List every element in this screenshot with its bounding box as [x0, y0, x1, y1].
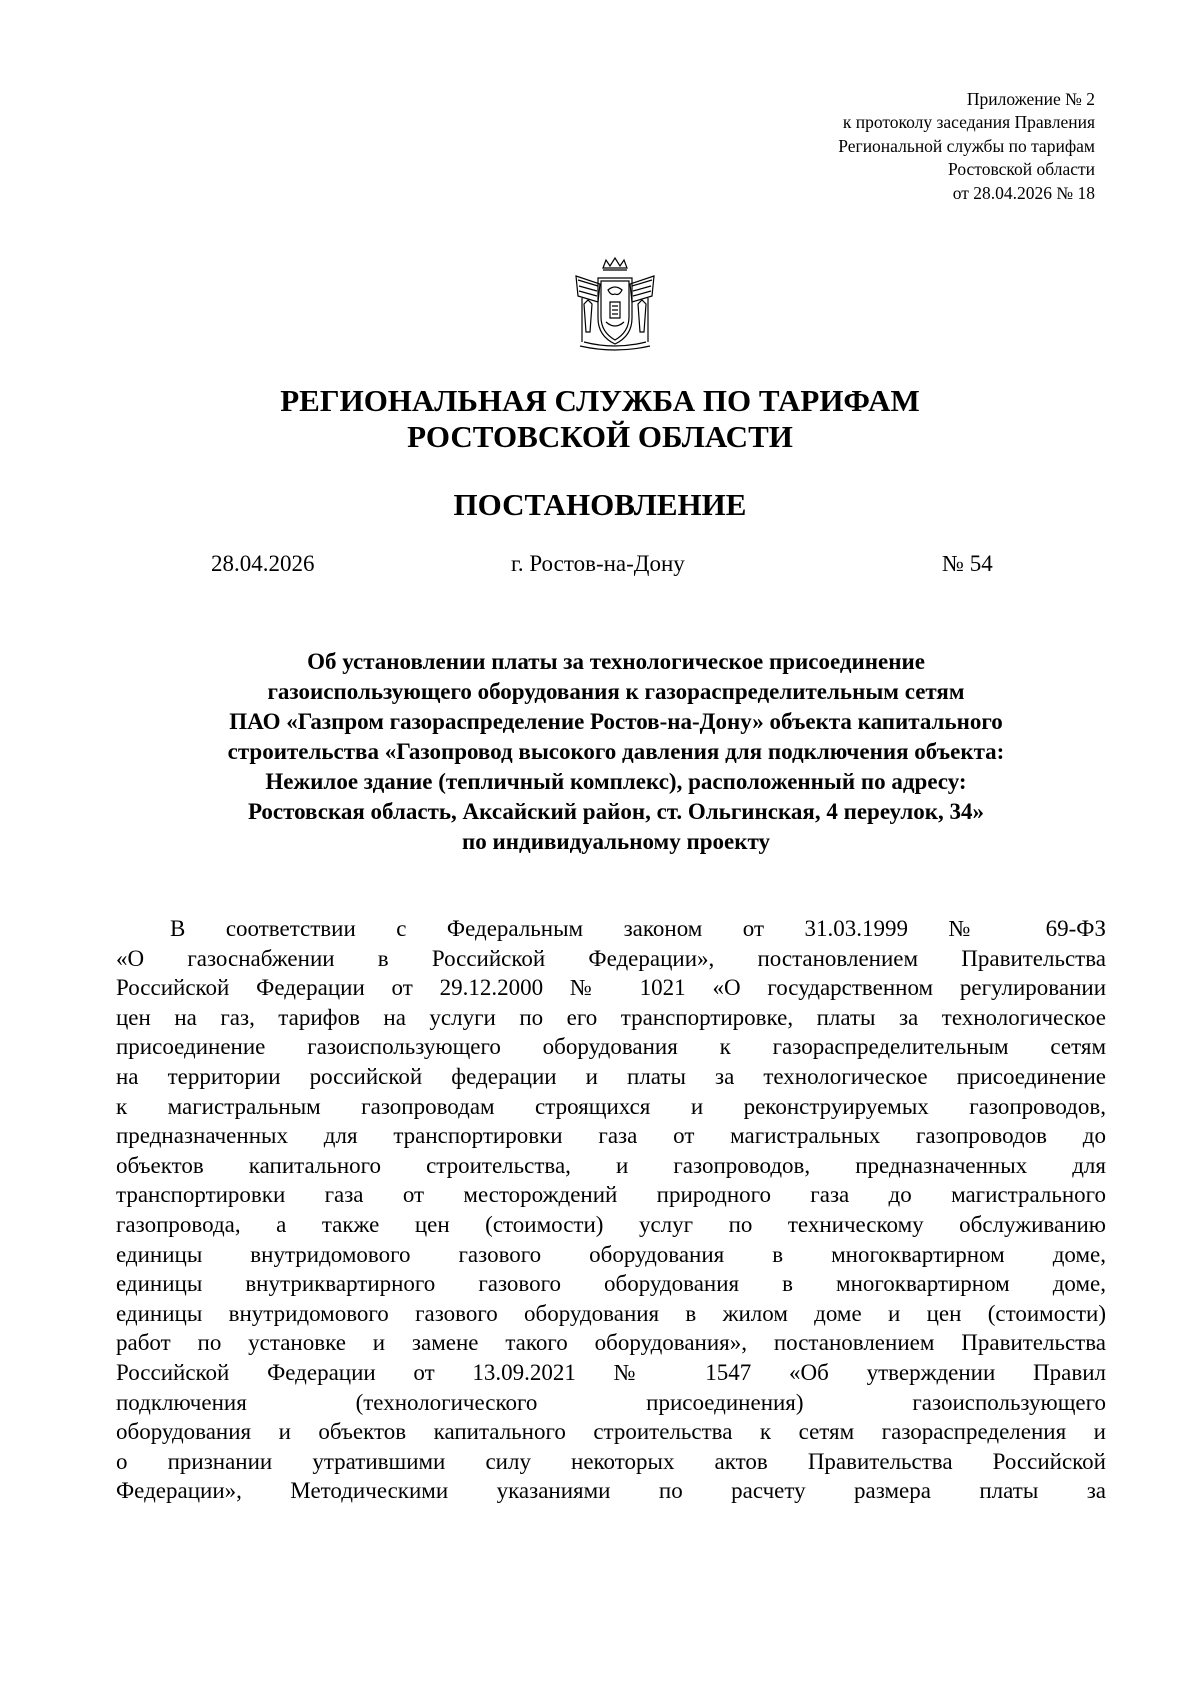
body-line: на территории российской федерации и платы за технологическое присоединение	[116, 1063, 1106, 1089]
subject-line: Об установлении платы за технологическое присоединение	[307, 649, 925, 674]
subject-line: по индивидуальному проекту	[462, 829, 770, 854]
body-line: единицы внутридомового газового оборудования в многоквартирном доме,	[116, 1241, 1106, 1267]
organization-title-line: РОСТОВСКОЙ ОБЛАСТИ	[407, 419, 793, 454]
body-line: В соответствии с Федеральным законом от 31.03.1999 № 69-ФЗ	[170, 916, 1106, 941]
appendix-line: Приложение № 2	[966, 89, 1095, 109]
subject-line: ПАО «Газпром газораспределение Ростов-на-Дону» объекта капитального	[229, 709, 1003, 734]
body-line: присоединение газоиспользующего оборудования к газораспределительным сетям	[116, 1034, 1106, 1060]
appendix-line: от 28.04.2026 № 18	[952, 182, 1095, 203]
body-line: Российской Федерации от 29.12.2000 № 1021 «О государственном регулировании	[116, 975, 1106, 1001]
appendix-line: Ростовской области	[948, 159, 1095, 180]
body-line: транспортировки газа от месторождений природного газа до магистрального	[116, 1182, 1106, 1208]
body-line: объектов капитального строительства, и газопроводов, предназначенных для	[116, 1152, 1106, 1178]
subject-line: строительства «Газопровод высокого давления для подключения объекта:	[227, 739, 1005, 764]
body-line: о признании утратившими силу некоторых актов Правительства Российской	[116, 1448, 1106, 1474]
appendix-line: к протоколу заседания Правления	[842, 112, 1095, 133]
body-line: оборудования и объектов капитального строительства к сетям газораспределения и	[116, 1419, 1106, 1445]
body-line: «О газоснабжении в Российской Федерации», постановлением Правительства	[116, 945, 1106, 971]
body-line: к магистральным газопроводам строящихся и реконструируемых газопроводов,	[116, 1093, 1106, 1119]
organization-title	[0, 383, 1200, 455]
body-line: единицы внутридомового газового оборудования в жилом доме и цен (стоимости)	[116, 1300, 1106, 1326]
document-city: г. Ростов-на-Дону	[511, 551, 685, 576]
document-date: 28.04.2026	[211, 551, 315, 576]
body-line: подключения (технологического присоединения) газоиспользующего	[116, 1389, 1106, 1415]
body-line: предназначенных для транспортировки газа от магистральных газопроводов до	[116, 1123, 1106, 1149]
document-number: № 54	[942, 551, 993, 576]
rostov-oblast-coat-of-arms-icon	[570, 256, 660, 356]
body-line: работ по установке и замене такого оборудования», постановлением Правительства	[116, 1330, 1106, 1356]
body-line: газопровода, а также цен (стоимости) услуг по техническому обслуживанию	[116, 1211, 1106, 1237]
subject-line: газоиспользующего оборудования к газораспределительным сетям	[267, 679, 965, 704]
body-line: единицы внутриквартирного газового оборудования в многоквартирном доме,	[116, 1271, 1106, 1297]
body-line: цен на газ, тарифов на услуги по его транспортировке, платы за технологическое	[116, 1004, 1106, 1030]
subject-line: Ростовская область, Аксайский район, ст. Ольгинская, 4 переулок, 34»	[247, 799, 985, 824]
document-body	[116, 914, 1106, 1506]
document-type: ПОСТАНОВЛЕНИЕ	[453, 487, 747, 522]
subject-line: Нежилое здание (тепличный комплекс), расположенный по адресу:	[265, 769, 967, 794]
body-line: Российской Федерации от 13.09.2021 № 1547 «Об утверждении Правил	[116, 1359, 1106, 1385]
appendix-block	[838, 88, 1095, 205]
appendix-line: Региональной службы по тарифам	[838, 135, 1095, 156]
document-subject	[116, 647, 1116, 857]
body-line: Федерации», Методическими указаниями по расчету размера платы за	[116, 1478, 1106, 1504]
organization-title-line: РЕГИОНАЛЬНАЯ СЛУЖБА ПО ТАРИФАМ	[280, 383, 920, 418]
